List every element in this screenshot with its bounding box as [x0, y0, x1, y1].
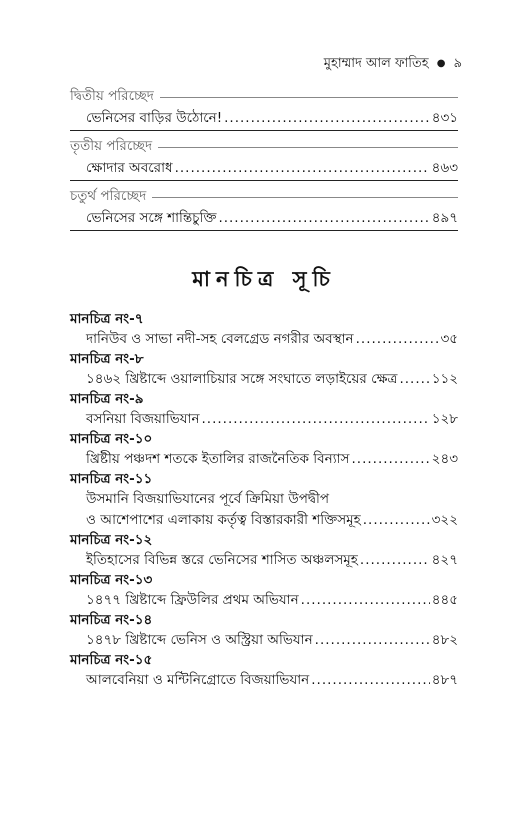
map-entry[interactable] [70, 590, 458, 611]
dot-leader [356, 329, 439, 350]
map-entry[interactable] [70, 409, 458, 430]
entry-text: ইতিহাসের বিভিন্ন স্তরে ভেনিসের শাসিত অঞ্চলসমূহ [86, 552, 358, 568]
chapter-4 [70, 186, 458, 231]
map-entry[interactable] [70, 369, 458, 390]
map-entry[interactable] [70, 329, 458, 350]
entry-page: ৪৪৫ [431, 592, 458, 608]
map-label: মানচিত্র নং-১৩ [70, 572, 153, 588]
chapter-title-text: চতুর্থ পরিচ্ছেদ [70, 187, 147, 204]
entry-page: ২৪৩ [431, 451, 458, 467]
entry-text-line: উসমানি বিজয়াভিযানের পূর্বে ক্রিমিয়া উপদ্বীপ [86, 491, 329, 507]
chapter-list [70, 86, 458, 231]
entry-page: ৪৩১ [431, 110, 458, 126]
entry-text: ১৪৬২ খ্রিষ্টাব্দে ওয়ালাচিয়ার সঙ্গে সংঘাতে লড়াইয়ের ক্ষেত্র [86, 371, 398, 387]
map-label: মানচিত্র নং-১১ [70, 471, 153, 487]
map-label: মানচিত্র নং-১০ [70, 431, 153, 447]
dot-leader [224, 106, 430, 130]
dot-leader [399, 369, 429, 390]
entry-page: ৩২২ [431, 512, 458, 528]
map-label: মানচিত্র নং-১৫ [70, 652, 153, 668]
entry-text: ক্ষোদার অবরোধ [86, 160, 173, 176]
running-header [324, 54, 462, 75]
entry-page: ৪৯৭ [431, 210, 458, 226]
title-rule [160, 97, 458, 98]
chapter-3 [70, 136, 458, 181]
dot-leader [301, 590, 430, 611]
chapter-title-text: দ্বিতীয় পরিচ্ছেদ [70, 87, 154, 104]
map-label: মানচিত্র নং-৯ [70, 391, 144, 407]
title-rule [158, 147, 458, 148]
entry-page: ৪৮৭ [431, 672, 458, 688]
entry-text: ভেনিসের সঙ্গে শান্তিচুক্তি [86, 210, 217, 226]
entry-page: ৪২৭ [431, 552, 458, 568]
map-entry[interactable] [70, 630, 458, 651]
dot-leader [351, 449, 429, 470]
toc-entry[interactable] [70, 206, 458, 231]
entry-text: ১৪৭৮ খ্রিষ্টাব্দে ভেনিস ও অস্ট্রিয়া অভিযান [86, 632, 313, 648]
chapter-title-text: তৃতীয় পরিচ্ছেদ [70, 137, 153, 154]
dot-leader [363, 510, 430, 531]
dot-leader [218, 206, 429, 230]
dot-leader [360, 550, 430, 571]
entry-text: ও আশেপাশের এলাকায় কর্তৃত্ব বিস্তারকারী শক্তিসমূহ [86, 512, 361, 528]
dot-leader [311, 670, 429, 691]
entry-page: ৪৮২ [431, 632, 458, 648]
entry-text: ১৪৭৭ খ্রিষ্টাব্দে ফ্রিউলির প্রথম অভিযান [86, 592, 299, 608]
map-entry[interactable] [70, 510, 458, 531]
entry-page: ১১২ [431, 371, 458, 387]
map-label: মানচিত্র নং-১৪ [70, 612, 153, 628]
map-entry[interactable] [70, 449, 458, 470]
page-number: ৯ [453, 56, 462, 71]
dot-leader [175, 156, 430, 180]
header-title: মুহাম্মাদ আল ফাতিহ [323, 56, 429, 71]
dot-leader [315, 630, 430, 651]
map-entry[interactable] [70, 670, 458, 691]
toc-entry[interactable] [70, 106, 458, 131]
map-label: মানচিত্র নং-৮ [70, 351, 144, 367]
toc-entry[interactable] [70, 156, 458, 181]
chapter-2 [70, 86, 458, 131]
entry-text: দানিউব ও সাভা নদী-সহ বেলগ্রেড নগরীর অবস্থান [86, 331, 354, 347]
title-rule [152, 197, 458, 198]
chapter-title [70, 86, 458, 106]
map-label: মানচিত্র নং-১২ [70, 532, 153, 548]
entry-page: ১২৮ [431, 411, 458, 427]
entry-text: আলবেনিয়া ও মন্টিনিগ্রোতে বিজয়াভিযান [86, 672, 310, 688]
bullet-separator: ● [436, 58, 446, 69]
section-title: মানচিত্র সূচি [192, 267, 336, 291]
entry-text: খ্রিষ্টীয় পঞ্চদশ শতকে ইতালির রাজনৈতিক বিন্যাস [86, 451, 350, 467]
entry-page: ৩৫ [440, 331, 458, 347]
map-label: মানচিত্র নং-৭ [70, 311, 144, 327]
chapter-title [70, 186, 458, 206]
map-list [70, 310, 458, 691]
chapter-title [70, 136, 458, 156]
dot-leader [202, 409, 430, 430]
entry-text: বসনিয়া বিজয়াভিযান [86, 411, 200, 427]
entry-page: ৪৬৩ [431, 160, 458, 176]
entry-text: ভেনিসের বাড়ির উঠোনে! [86, 110, 223, 126]
map-entry[interactable] [70, 550, 458, 571]
